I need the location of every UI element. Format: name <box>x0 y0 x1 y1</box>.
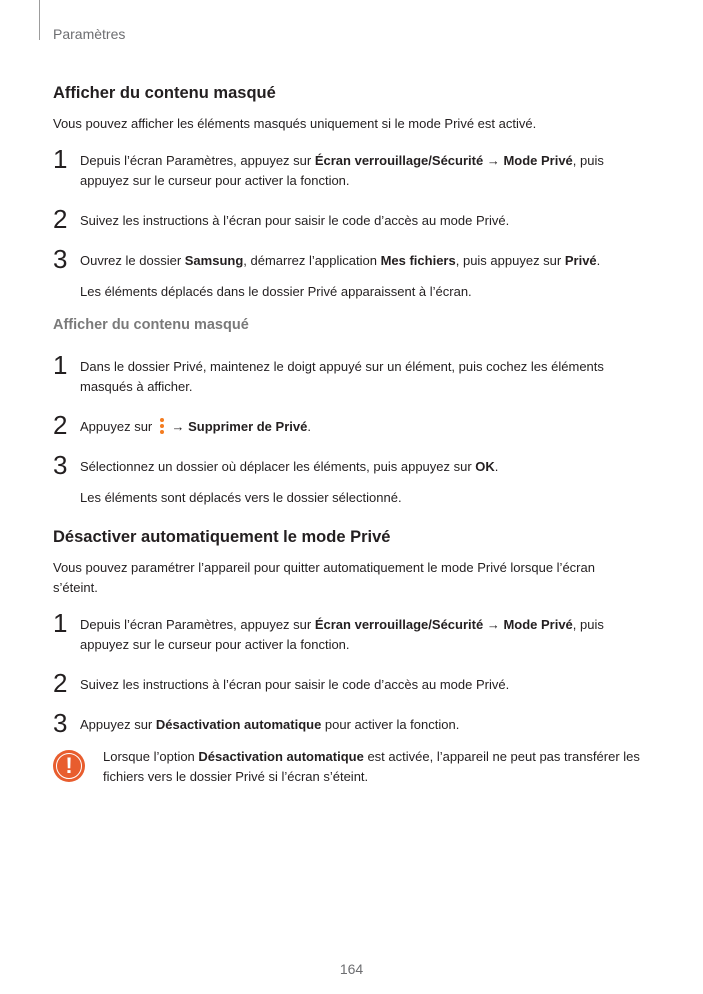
step-text: Depuis l’écran Paramètres, appuyez sur Écran verrouillage/Sécurité → Mode Privé, puis appuyez sur le curseur pour activer la fonction. <box>80 153 604 188</box>
step-number: 3 <box>53 450 68 480</box>
step-text: Appuyez sur → Supprimer de Privé. <box>80 419 311 434</box>
step <box>53 144 653 191</box>
step <box>53 410 653 440</box>
step-text: Sélectionnez un dossier où déplacer les éléments, puis appuyez sur OK. <box>80 459 499 474</box>
note-text: Lorsque l’option Désactivation automatique est activée, l’appareil ne peut pas transférer les fichiers vers le dossier Privé si l’écran s’éteint. <box>103 749 640 784</box>
step <box>53 204 653 234</box>
step-number: 2 <box>53 410 68 440</box>
subsection-title: Afficher du contenu masqué <box>53 317 249 333</box>
page-number: 164 <box>339 961 364 977</box>
step-text: Suivez les instructions à l’écran pour saisir le code d’accès au mode Privé. <box>80 213 510 228</box>
step-text: Depuis l’écran Paramètres, appuyez sur Écran verrouillage/Sécurité → Mode Privé, puis appuyez sur le curseur pour activer la fonction. <box>80 617 604 652</box>
step-text: Ouvrez le dossier Samsung, démarrez l’application Mes fichiers, puis appuyez sur Privé. <box>80 253 601 268</box>
step-number: 3 <box>53 244 68 274</box>
step <box>53 244 653 302</box>
step-number: 1 <box>53 608 68 638</box>
section-intro: Vous pouvez afficher les éléments masqués uniquement si le mode Privé est activé. <box>53 116 537 131</box>
step-number: 2 <box>53 668 68 698</box>
step <box>53 708 653 738</box>
step <box>53 668 653 698</box>
step-number: 3 <box>53 708 68 738</box>
section-intro: Vous pouvez paramétrer l’appareil pour quitter automatiquement le mode Privé lorsque l’écran s’éteint. <box>53 560 595 595</box>
step-result: Les éléments sont déplacés vers le dossier sélectionné. <box>80 490 402 505</box>
header-rule <box>39 0 40 40</box>
step <box>53 450 653 508</box>
more-options-icon <box>158 417 166 435</box>
step <box>53 608 653 655</box>
section-title: Afficher du contenu masqué <box>53 84 276 102</box>
caution-note <box>53 747 653 787</box>
step-text: Appuyez sur Désactivation automatique pour activer la fonction. <box>80 717 460 732</box>
step-text: Dans le dossier Privé, maintenez le doigt appuyé sur un élément, puis cochez les éléments masqués à afficher. <box>80 359 604 394</box>
section-title: Désactiver automatiquement le mode Privé <box>53 528 391 546</box>
step-text: Suivez les instructions à l’écran pour saisir le code d’accès au mode Privé. <box>80 677 510 692</box>
step-number: 1 <box>53 350 68 380</box>
step <box>53 350 653 397</box>
step-number: 1 <box>53 144 68 174</box>
running-head: Paramètres <box>53 26 126 42</box>
caution-icon: ! <box>53 750 85 782</box>
step-number: 2 <box>53 204 68 234</box>
step-result: Les éléments déplacés dans le dossier Privé apparaissent à l’écran. <box>80 284 472 299</box>
